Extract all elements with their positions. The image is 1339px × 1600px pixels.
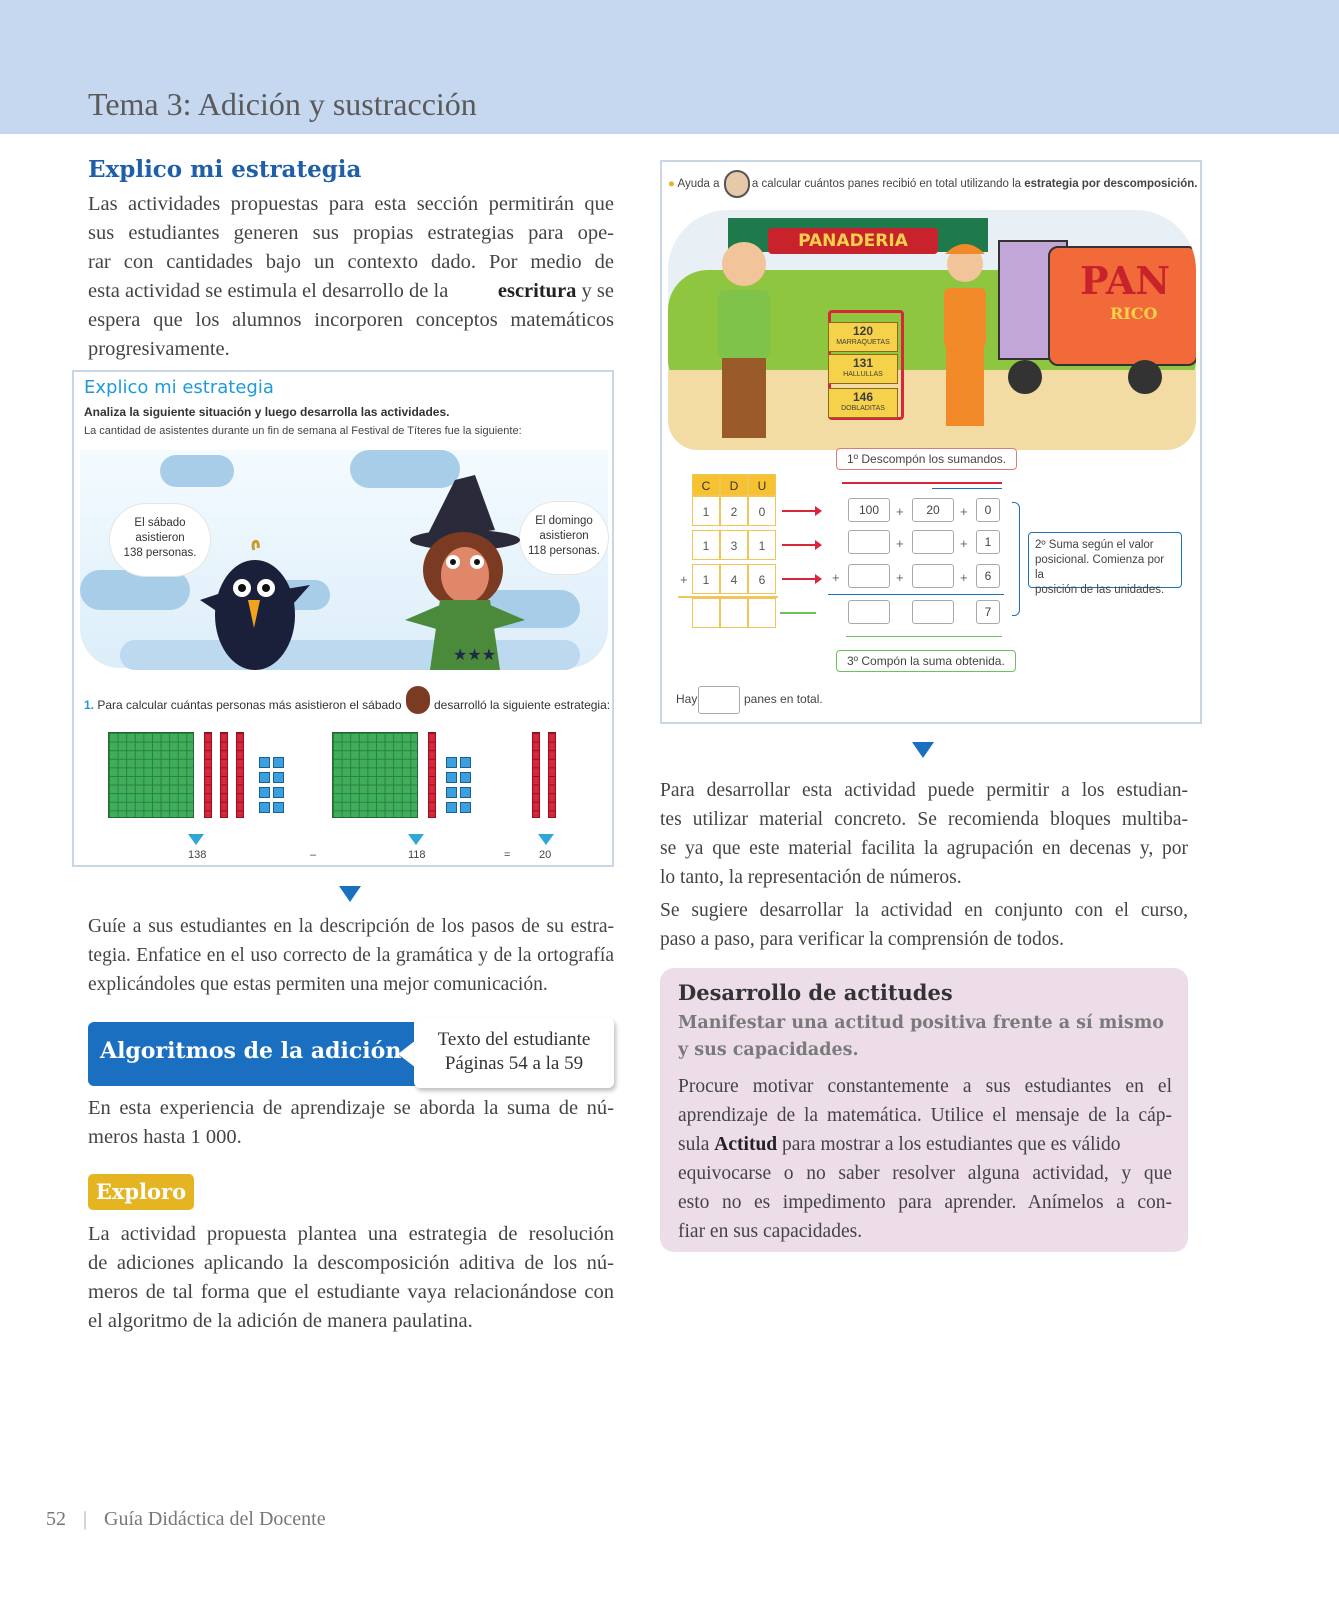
footer-title: Guía Didáctica del Docente [104,1508,326,1530]
subtitle-line: y sus capacidades. [678,1040,859,1060]
panel-context: La cantidad de asistentes durante un fin de semana al Festival de Títeres fue la siguiente: [84,425,522,437]
textbook-panel-left [72,370,614,867]
algo-line: meros hasta 1 000. [88,1126,242,1148]
panes-label: panes en total. [744,692,823,706]
question-text: Para calcular cuántas personas más asistieron el sábado [97,698,402,712]
subtitle-line: Manifestar una actitud positiva frente a sí mismo [678,1013,1164,1033]
step-1-label: 1º Descompón los sumandos. [836,448,1017,470]
question-1 [84,698,402,712]
attitudes-body [678,1072,1172,1246]
material-line: Para desarrollar esta actividad puede permitir a los estudian- [660,780,1188,801]
cell: 1 [692,496,720,526]
attitudes-line: esto no es impedimento para aprender. Anímelos a con- [678,1192,1172,1213]
intro-line [88,277,614,306]
reference-pages: Páginas 54 a la 59 [444,1053,584,1074]
truck-sub: RICO [1110,304,1158,323]
total-answer-box[interactable] [698,686,740,714]
compose-line [846,636,1002,637]
intro-line: sus estudiantes generen sus propias estrategias para ope- [88,222,614,244]
bubble-line: 138 personas. [123,547,197,559]
question-text-b: desarrolló la siguiente estrategia: [434,698,611,712]
header-d: D [720,474,748,496]
unit-cube [273,772,284,783]
unit-cube [446,787,457,798]
unit-cube [273,787,284,798]
minus-sign: – [310,849,317,861]
order-arrow-line [932,488,1002,489]
decomp-box[interactable]: 20 [912,498,954,522]
grandpa-figure-icon [704,234,784,444]
bold-word: Actitud [714,1134,778,1155]
cell: 1 [748,530,776,560]
plus-sign: + [832,570,840,585]
answer-box[interactable] [912,600,954,624]
answer-box[interactable] [912,564,954,588]
plus-sign: + [896,504,904,519]
svg-text:★★★: ★★★ [453,645,497,664]
step-3-label: 3º Compón la suma obtenida. [836,650,1016,672]
suggest-line: paso a paso, para verificar la comprensión de todos. [660,929,1064,950]
guide-line: Guíe a sus estudiantes en la descripción de los pasos de su estra- [88,916,614,937]
page-number: 52 [46,1508,66,1530]
arrow-down-icon [912,742,934,758]
equals-sign: = [504,849,511,861]
textbook-panel-right [660,160,1202,724]
grandpa-avatar-icon [724,170,750,198]
material-line: lo tanto, la representación de números. [660,867,962,888]
bracket [1012,502,1020,616]
result-cell [720,598,748,628]
guide-paragraph [88,912,614,999]
arrow-right-icon [782,578,816,580]
cell: 1 [692,564,720,594]
unit-cube [259,802,270,813]
suggest-line: Se sugiere desarrollar la actividad en conjunto con el curso, [660,900,1188,921]
intro-line: progresivamente. [88,338,230,360]
student-text-reference [414,1018,614,1088]
unit-cube [446,802,457,813]
ten-rod [204,732,212,818]
step-2-line: posición de las unidades. [1035,584,1165,596]
decomp-box[interactable]: 0 [976,498,1000,522]
witch-avatar-icon [406,686,430,714]
explore-tag: Exploro [88,1174,194,1210]
witch-puppet-icon [395,470,535,670]
box-label: HALLULLAS [843,371,883,378]
unit-cube [446,757,457,768]
unit-cube [460,757,471,768]
algo-paragraph [88,1094,614,1152]
attitudes-line: aprendizaje de la matemática. Utilice el mensaje de la cáp- [678,1105,1172,1126]
header-u: U [748,474,776,496]
answer-box[interactable] [848,564,890,588]
unit-cube [273,757,284,768]
bubble-line: El sábado [134,517,186,529]
decomp-box[interactable]: 100 [848,498,890,522]
box-label: DOBLADITAS [841,405,885,412]
plus-sign: + [960,536,968,551]
bread-box-3 [828,388,898,418]
box-number: 131 [852,356,874,370]
arrow-down-icon [188,834,204,845]
prompt-text: Ayuda a [677,178,720,190]
bakery-illustration [668,210,1196,450]
intro-text: esta actividad se estimula el desarrollo de la [88,280,449,302]
section-title-explico: Explico mi estrategia [88,156,362,183]
guide-line: tegia. Enfatice en el uso correcto de la gramática y de la ortografía [88,945,614,966]
intro-line: rar con cantidades bajo un contexto dado. Por medio de [88,251,614,273]
cloud [160,455,234,487]
sum-line [828,594,1004,595]
box-number: 146 [852,390,874,404]
cloud [80,570,190,610]
truck-wheel [1008,360,1042,394]
question-number: 1. [84,698,95,712]
bubble-line: 118 personas. [527,545,601,557]
explore-line: el algoritmo de la adición de manera paulatina. [88,1310,473,1332]
arrow-left-icon [780,612,816,614]
hay-label: Hay [676,692,698,706]
arrow-down-icon [538,834,554,845]
box-label: MARRAQUETAS [836,339,890,346]
ten-rod [428,732,436,818]
arrow-right-icon [782,510,816,512]
guide-line: explicándoles que estas permiten una mejor comunicación. [88,974,548,995]
cell: 3 [720,530,748,560]
panel-title: Explico mi estrategia [84,377,274,398]
explore-paragraph [88,1220,614,1336]
algoritmos-banner [88,1022,613,1086]
bread-box-1 [828,322,898,352]
result-cell [692,598,720,628]
bubble-line: asistieron [539,530,589,542]
unit-cube [460,772,471,783]
explore-line: La actividad propuesta plantea una estrategia de resolución [88,1223,614,1245]
unit-cube [460,802,471,813]
bubble-line: asistieron [135,532,185,544]
bold-word: escritura [497,280,577,302]
attitudes-line: equivocarse o no saber resolver alguna actividad, y que [678,1163,1172,1184]
ten-rod [220,732,228,818]
bakery-sign: PANADERIA [768,228,938,254]
ten-rod [548,732,556,818]
material-line: se ya que este material facilita la agrupación en decenas y, por [660,838,1188,859]
plus-sign: + [896,536,904,551]
attitudes-text: sula [678,1134,710,1155]
decompose-line [842,482,1002,484]
intro-line: espera que los alumnos incorporen conceptos matemáticos [88,309,614,331]
ten-rod [236,732,244,818]
intro-text: y se [576,280,614,302]
decomp-box[interactable]: 1 [976,530,1000,554]
step-2-line: posicional. Comienza por la [1035,554,1165,581]
truck-body [1048,246,1196,366]
attitudes-line: fiar en sus capacidades. [678,1221,863,1242]
plus-sign: + [896,570,904,585]
answer-box[interactable] [848,600,890,624]
panel-instruction: Analiza la siguiente situación y luego desarrolla las actividades. [84,405,450,419]
value-20: 20 [539,849,552,861]
answer-box[interactable] [848,530,890,554]
footer-separator: | [83,1508,88,1530]
result-cell [748,598,776,628]
page-footer [46,1508,326,1531]
arrow-down-icon [408,834,424,845]
page-title: Tema 3: Adición y sustracción [88,86,477,122]
truck-wheel [1128,360,1162,394]
intro-line: Las actividades propuestas para esta sección permitirán que [88,193,614,215]
plus-sign: + [960,570,968,585]
arrow-down-icon [339,886,361,902]
unit-cube [273,802,284,813]
reference-label: Texto del estudiante [437,1029,591,1050]
suggest-paragraph [660,896,1188,954]
box-number: 120 [852,324,874,338]
bread-box-2 [828,354,898,384]
explore-line: de adiciones aplicando la descomposición aditiva de los nú- [88,1252,614,1274]
intro-paragraph [88,190,614,364]
material-line: tes utilizar material concreto. Se recomienda bloques multiba- [660,809,1188,830]
attitudes-title: Desarrollo de actitudes [678,980,953,1005]
cell: 1 [692,530,720,560]
unit-cube [460,787,471,798]
unit-cube [446,772,457,783]
answer-box[interactable] [912,530,954,554]
panel-prompt: ● Ayuda a a calcular cuántos panes recibió en total utilizando la estrategia por descomposición. [668,178,1198,190]
header-c: C [692,474,720,496]
prompt-text: a calcular cuántos panes recibió en total utilizando la [751,178,1022,190]
bird-puppet-icon [190,530,320,670]
attitudes-subtitle [678,1010,1164,1064]
cell: 6 [748,564,776,594]
ten-rod [532,732,540,818]
step-2-label [1028,532,1182,596]
banner-title: Algoritmos de la adición [100,1038,402,1064]
puppet-illustration [80,450,608,668]
cell: 4 [720,564,748,594]
material-paragraph [660,776,1188,892]
value-138: 138 [188,849,207,861]
truck-brand: PAN [1080,258,1171,303]
algo-line: En esta experiencia de aprendizaje se aborda la suma de nú- [88,1097,614,1119]
attitudes-text: para mostrar a los estudiantes que es válido [777,1134,1121,1155]
cell: 0 [748,496,776,526]
attitudes-line [678,1130,1172,1159]
explore-line: meros de tal forma que el estudiante vaya relacionándose con [88,1281,614,1303]
plus-sign: + [680,572,688,587]
bubble-line: El domingo [535,515,593,527]
plus-sign: + [960,504,968,519]
attitudes-line: Procure motivar constantemente a sus estudiantes en el [678,1076,1172,1097]
arrow-right-icon [782,544,816,546]
units-sum-box[interactable]: 7 [976,600,1000,624]
unit-cube [259,772,270,783]
attitudes-box [660,968,1188,1252]
hundred-block [332,732,418,818]
decomp-box[interactable]: 6 [976,564,1000,588]
unit-cube [259,757,270,768]
unit-cube [259,787,270,798]
cell: 2 [720,496,748,526]
prompt-bold: estrategia por descomposición. [1024,178,1198,190]
delivery-girl-icon [930,240,1000,440]
hundred-block [108,732,194,818]
value-118: 118 [408,849,426,861]
step-2-line: 2º Suma según el valor [1035,539,1154,551]
